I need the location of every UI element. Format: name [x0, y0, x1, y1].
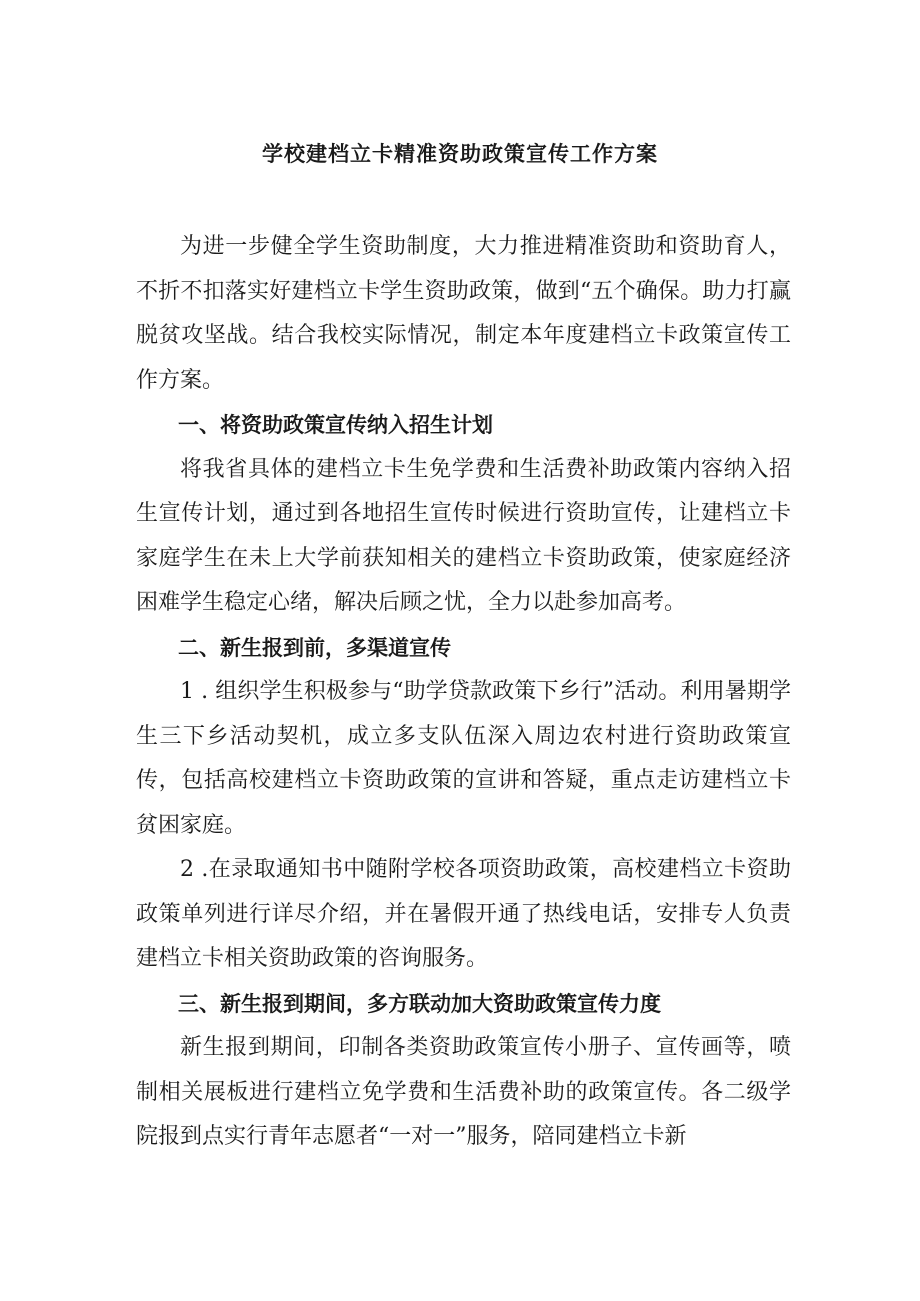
- section-2-paragraph-2: 2 .在录取通知书中随附学校各项资助政策，高校建档立卡资助政策单列进行详尽介绍，并在暑假开通了热线电话，安排专人负责建档立卡相关资助政策的咨询服务。: [136, 857, 791, 971]
- intro-paragraph: 为进一步健全学生资助制度，大力推进精准资助和资助育人，不折不扣落实好建档立卡学生资助政策，做到“五个确保。助力打赢脱贫攻坚战。结合我校实际情况，制定本年度建档立卡政策宣传工作方案。: [136, 234, 791, 393]
- section-3-heading: 三、新生报到期间，多方联动加大资助政策宣传力度: [178, 991, 661, 1016]
- section-1-paragraph-1: 将我省具体的建档立卡生免学费和生活费补助政策内容纳入招生宣传计划，通过到各地招生宣传时候进行资助宣传，让建档立卡家庭学生在未上大学前获知相关的建档立卡资助政策，使家庭经济困难学生稳定心绪，解决后顾之忧，全力以赴参加高考。: [136, 456, 791, 615]
- document-body: [136, 225, 791, 1160]
- section-3-paragraph-1: 新生报到期间，印制各类资助政策宣传小册子、宣传画等，喷制相关展板进行建档立免学费和生活费补助的政策宣传。各二级学院报到点实行青年志愿者“一对一”服务，陪同建档立卡新: [136, 1035, 791, 1149]
- section-1-heading: 一、将资助政策宣传纳入招生计划: [178, 413, 493, 437]
- section-2-paragraph-1: 1 . 组织学生积极参与“助学贷款政策下乡行”活动。利用暑期学生三下乡活动契机，成立多支队伍深入周边农村进行资助政策宣传，包括高校建档立卡资助政策的宣讲和答疑，重点走访建档立卡贫困家庭。: [136, 679, 791, 838]
- section-2-heading: 二、新生报到前，多渠道宣传: [178, 635, 451, 660]
- document-title: 学校建档立卡精准资助政策宣传工作方案: [262, 142, 658, 166]
